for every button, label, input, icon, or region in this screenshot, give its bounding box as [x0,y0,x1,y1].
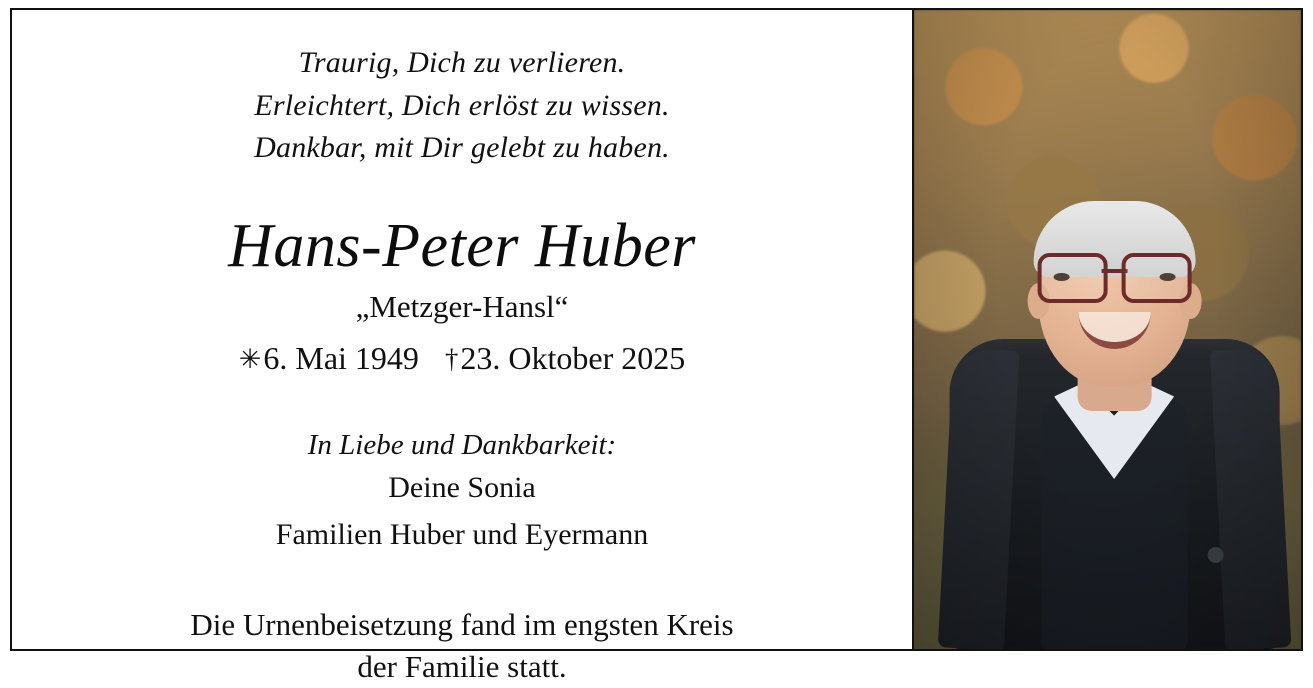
glasses-lens-left [1037,253,1107,303]
text-column [12,10,912,685]
verse-line-2: Erleichtert, Dich erlöst zu wissen. [254,88,670,122]
cross-symbol-icon: † [444,344,459,375]
notice-frame [10,8,1303,685]
verse-block [254,42,670,170]
dedication-line-1: Deine Sonia [388,471,536,505]
closing-block [190,604,733,688]
dedication-heading: In Liebe und Dankbarkeit: [307,428,617,461]
birth-symbol-icon: ✳ [238,344,262,375]
coat-button [1207,547,1223,563]
verse-line-3: Dankbar, mit Dir gelebt zu haben. [254,131,670,165]
verse-line-1: Traurig, Dich zu verlieren. [298,46,626,79]
closing-line-2: der Familie statt. [357,649,567,685]
photo-person [949,149,1279,649]
person-glasses [1035,253,1193,297]
deceased-nickname: „Metzger-Hansl“ [355,288,569,324]
death-date: 23. Oktober 2025 [460,340,686,377]
deceased-name: Hans-Peter Huber [228,211,696,280]
birth-date: 6. Mai 1949 [263,340,419,377]
closing-line-1: Die Urnenbeisetzung fand im engsten Kreis [190,606,734,642]
dedication-line-2: Familien Huber und Eyermann [275,518,649,552]
glasses-lens-right [1121,253,1191,303]
portrait-photo [912,10,1301,649]
life-dates [239,339,686,377]
